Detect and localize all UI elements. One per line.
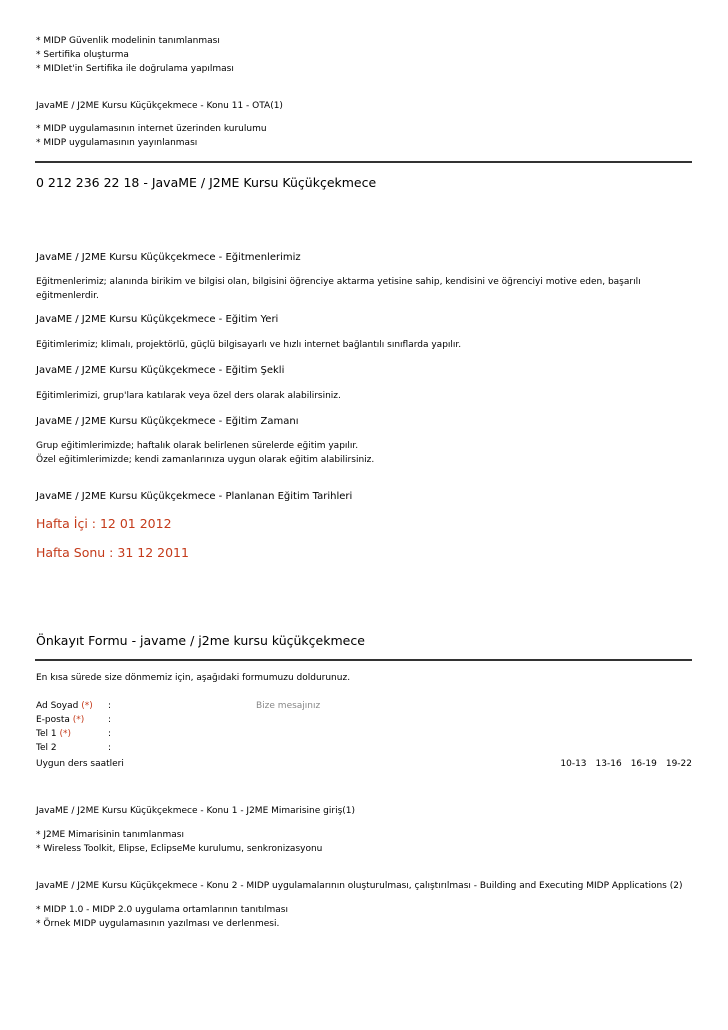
list-item: * MIDP uygulamasının yayınlanması xyxy=(36,138,198,148)
section-yer-title: JavaME / J2ME Kursu Küçükçekmece - Eğitim Yeri xyxy=(36,314,279,325)
planned-weekday: Hafta İçi : 12 01 2012 xyxy=(36,516,172,531)
konu2-list xyxy=(36,903,692,931)
hour-option[interactable]: 13-16 xyxy=(595,759,622,769)
hour-option[interactable]: 16-19 xyxy=(630,759,657,769)
konu11-list xyxy=(36,122,692,150)
list-item: * MIDP Güvenlik modelinin tanımlanması xyxy=(36,36,220,46)
konu11-title: JavaME / J2ME Kursu Küçükçekmece - Konu 11 - OTA(1) xyxy=(36,101,283,111)
list-item: * Wireless Toolkit, Elipse, EclipseMe kurulumu, senkronizasyonu xyxy=(36,844,323,854)
form-title: Önkayıt Formu - javame / j2me kursu küçükçekmece xyxy=(36,633,365,648)
section-sekli-body: Eğitimlerimizi, grup'lara katılarak veya özel ders olarak alabilirsiniz. xyxy=(36,391,341,401)
message-textarea[interactable]: Bize mesajınız xyxy=(256,701,321,711)
list-item: * Örnek MIDP uygulamasının yazılması ve derlenmesi. xyxy=(36,919,280,929)
hours-label: Uygun ders saatleri xyxy=(36,759,124,769)
list-item: * MIDlet'in Sertifika ile doğrulama yapılması xyxy=(36,64,234,74)
phone-heading: 0 212 236 22 18 - JavaME / J2ME Kursu Küçükçekmece xyxy=(36,175,377,190)
divider xyxy=(35,161,692,163)
section-egitmenler-title: JavaME / J2ME Kursu Küçükçekmece - Eğitmenlerimiz xyxy=(36,252,301,263)
section-zaman-title: JavaME / J2ME Kursu Küçükçekmece - Eğitim Zamanı xyxy=(36,416,299,427)
body-line: Özel eğitimlerimizde; kendi zamanlarınıza uygun olarak eğitim alabilirsiniz. xyxy=(36,455,375,465)
body-line: Grup eğitimlerimizde; haftalık olarak belirlenen sürelerde eğitim yapılır. xyxy=(36,441,359,451)
name-label: Ad Soyad xyxy=(36,701,79,711)
hour-option[interactable]: 10-13 xyxy=(560,759,587,769)
top-list xyxy=(36,34,692,76)
form-intro: En kısa sürede size dönmemiz için, aşağıdaki formumuzu doldurunuz. xyxy=(36,673,351,683)
list-item: * Sertifika oluşturma xyxy=(36,50,129,60)
list-item: * MIDP 1.0 - MIDP 2.0 uygulama ortamlarının tanıtılması xyxy=(36,905,288,915)
email-field[interactable]: : xyxy=(108,715,112,725)
email-row xyxy=(36,713,692,727)
konu1-title: JavaME / J2ME Kursu Küçükçekmece - Konu 1 - J2ME Mimarisine giriş(1) xyxy=(36,806,356,816)
list-item: * MIDP uygulamasının internet üzerinden kurulumu xyxy=(36,124,267,134)
hour-option[interactable]: 19-22 xyxy=(665,759,692,769)
tel2-row xyxy=(36,741,692,755)
tel1-label: Tel 1 xyxy=(36,729,57,739)
section-zaman-body xyxy=(36,439,692,467)
required-mark: (*) xyxy=(59,729,71,739)
divider xyxy=(35,659,692,661)
konu1-list xyxy=(36,828,692,856)
hours-options xyxy=(560,757,692,771)
section-sekli-title: JavaME / J2ME Kursu Küçükçekmece - Eğitim Şekli xyxy=(36,365,285,376)
planned-title: JavaME / J2ME Kursu Küçükçekmece - Planlanan Eğitim Tarihleri xyxy=(36,491,353,502)
list-item: * J2ME Mimarisinin tanımlanması xyxy=(36,830,184,840)
tel2-field[interactable]: : xyxy=(108,743,112,753)
tel1-field[interactable]: : xyxy=(108,729,112,739)
planned-weekend: Hafta Sonu : 31 12 2011 xyxy=(36,545,189,560)
required-mark: (*) xyxy=(72,715,85,725)
colon: : xyxy=(108,701,112,711)
konu2-title: JavaME / J2ME Kursu Küçükçekmece - Konu 2 - MIDP uygulamalarının oluşturulması, çalıştırılması - Building and Executing MIDP Applications (2) xyxy=(36,881,683,891)
email-label: E-posta xyxy=(36,715,70,725)
section-egitmenler-body: Eğitmenlerimiz; alanında birikim ve bilgisi olan, bilgisini öğrenciye aktarma yetisine sahip, kendisini ve öğrenciyi motive eden, başarılı eğitmenlerdir. xyxy=(36,277,641,301)
name-row xyxy=(36,699,692,713)
required-mark: (*) xyxy=(81,701,93,711)
section-yer-body: Eğitimlerimiz; klimalı, projektörlü, güçlü bilgisayarlı ve hızlı internet bağlantılı sınıflarda yapılır. xyxy=(36,340,462,350)
tel2-label: Tel 2 xyxy=(36,743,57,753)
hours-row xyxy=(36,757,692,771)
tel1-row xyxy=(36,727,692,741)
document-page xyxy=(36,34,692,931)
preregistration-form xyxy=(36,699,692,771)
